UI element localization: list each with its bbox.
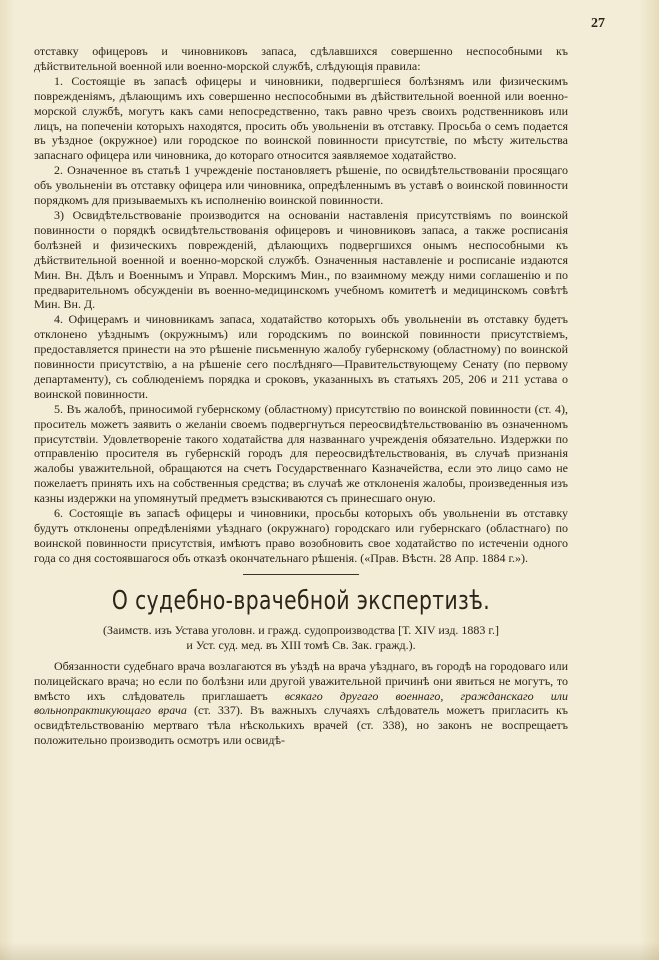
subtitle-line-1: (Заимств. изъ Устава уголовн. и гражд. судопроизводства [Т. XIV изд. 1883 г.] — [103, 622, 499, 637]
section-subtitle — [34, 623, 568, 653]
section-paragraph-1-italic: всякаго другаго военнаго, гражданскаго или вольнопрактикующаго врача — [34, 688, 568, 718]
section-paragraph-1-start: Обязанности судебнаго врача возлагаются въ уѣздѣ на врача уѣзднаго, въ городѣ на городоваго или полицейскаго врача; но если по болѣзни или другой уважительной причинѣ они явиться не могутъ, то вмѣсто ихъ слѣдователь приглашаетъ — [34, 658, 568, 703]
body-text — [34, 44, 568, 748]
page-number: 27 — [591, 16, 605, 31]
section-divider — [243, 574, 359, 575]
page-bottom-shadow — [0, 942, 659, 960]
subtitle-line-2: и Уст. суд. мед. въ XIII томѣ Св. Зак. гражд.). — [186, 637, 416, 652]
section-paragraph-1 — [34, 659, 568, 748]
section-title: О судебно-врачебной экспертизѣ. — [111, 585, 491, 616]
paragraph-rule-4: 4. Офицерамъ и чиновникамъ запаса, ходатайство которыхъ объ увольненіи въ отставку будетъ отклонено уѣзднымъ (окружнымъ) или городскимъ по воинской повинности присутствіемъ, предоставляется принести на это рѣшеніе письменную жалобу губернскому (областному) по воинской повинности присутствію, а на рѣшеніе сего послѣдняго—Правительствующему Сенату (по первому департаменту), съ соблюденіемъ порядка и сроковъ, указанныхъ въ статьяхъ 205, 206 и 211 устава о воинской повинности. — [34, 312, 568, 401]
paragraph-intro: отставку офицеровъ и чиновниковъ запаса, сдѣлавшихся совершенно неспособными къ дѣйствительной военной или военно-морской службѣ, слѣдующія правила: — [34, 44, 568, 73]
paragraph-rule-2: 2. Означенное въ статьѣ 1 учрежденіе постановляетъ рѣшеніе, по освидѣтельствованіи просящаго объ увольненіи въ отставку офицера или чиновника, опредѣленнымъ въ уставѣ о воинской повинности порядкомъ для призываемыхъ къ исполненію воинской повинности. — [34, 163, 568, 208]
paragraph-rule-5: 5. Въ жалобѣ, приносимой губернскому (областному) присутствію по воинской повинности (ст. 4), проситель можетъ заявить о желаніи своемъ подвергнуться переосвидѣтельствованію въ означенномъ присутствіи. Удовлетвореніе такого ходатайства для названнаго учрежденія обязательно. Издержки по отправленію просителя въ губернскій городъ для переосвидѣтельствованія, въ случаѣ признанія жалобы уважительной, обращаются на счетъ Государственнаго Казначейства, если это лицо само не пожелаетъ принять ихъ на собственныя средства; въ случаѣ же отклоненія жалобы, произведенныя изъ казны издержки на упомянутый предметъ взыскиваются съ принесшаго оную. — [34, 401, 568, 506]
paragraph-rule-3: 3) Освидѣтельствованіе производится на основаніи наставленія присутствіямъ по воинской повинности о порядкѣ освидѣтельствованія офицеровъ и чиновниковъ запаса, а также росписанія болѣзней и физическихъ поврежденій, дѣлающихъ подвергшихся онымъ неспособными къ дѣйствительной военной и военно-морской службѣ. Означенныя наставленіе и росписаніе издаются Мин. Вн. Дѣлъ и Военнымъ и Управл. Морскимъ Мин., по взаимному между ними соглашенію и по предварительномъ обсужденіи въ военно-медицинскомъ учебномъ комитетѣ и медицинскомъ совѣтѣ Мин. Вн. Д. — [34, 207, 568, 312]
paragraph-rule-6: 6. Состоящіе въ запасѣ офицеры и чиновники, просьбы которыхъ объ увольненіи въ отставку будутъ отклонены опредѣленіями уѣзднаго (окружнаго) городскаго или губернскаго (областнаго) по воинской повинности присутствія, имѣютъ право возобновить свое ходатайство по истеченіи одного года со дня состоявшагося объ отказѣ окончательнаго рѣшенія. («Прав. Вѣстн. 28 Апр. 1884 г.»). — [34, 506, 568, 565]
section-paragraph-1-end: (ст. 337). Въ важныхъ случаяхъ слѣдователь можетъ пригласить къ освидѣтельствованію мертваго тѣла нѣсколькихъ врачей (ст. 338), но законъ не воспрещаетъ положительно производить осмотръ или освидѣ- — [34, 703, 569, 748]
paragraph-rule-1: 1. Состоящіе въ запасѣ офицеры и чиновники, подвергшіеся болѣзнямъ или физическимъ поврежденіямъ, дѣлающимъ ихъ совершенно неспособными въ дѣйствительной военной или военно-морской службѣ, могутъ какъ сами непосредственно, такъ равно чрезъ своихъ родственниковъ или лицъ, на попеченіи которыхъ находятся, просить объ увольненіи въ отставку. Просьба о семъ подается въ уѣздное (окружное) или городское по воинской повинности присутствіе, по мѣсту жительства запаснаго офицера или чиновника, до котораго относится заявляемое ходатайство. — [34, 73, 568, 163]
